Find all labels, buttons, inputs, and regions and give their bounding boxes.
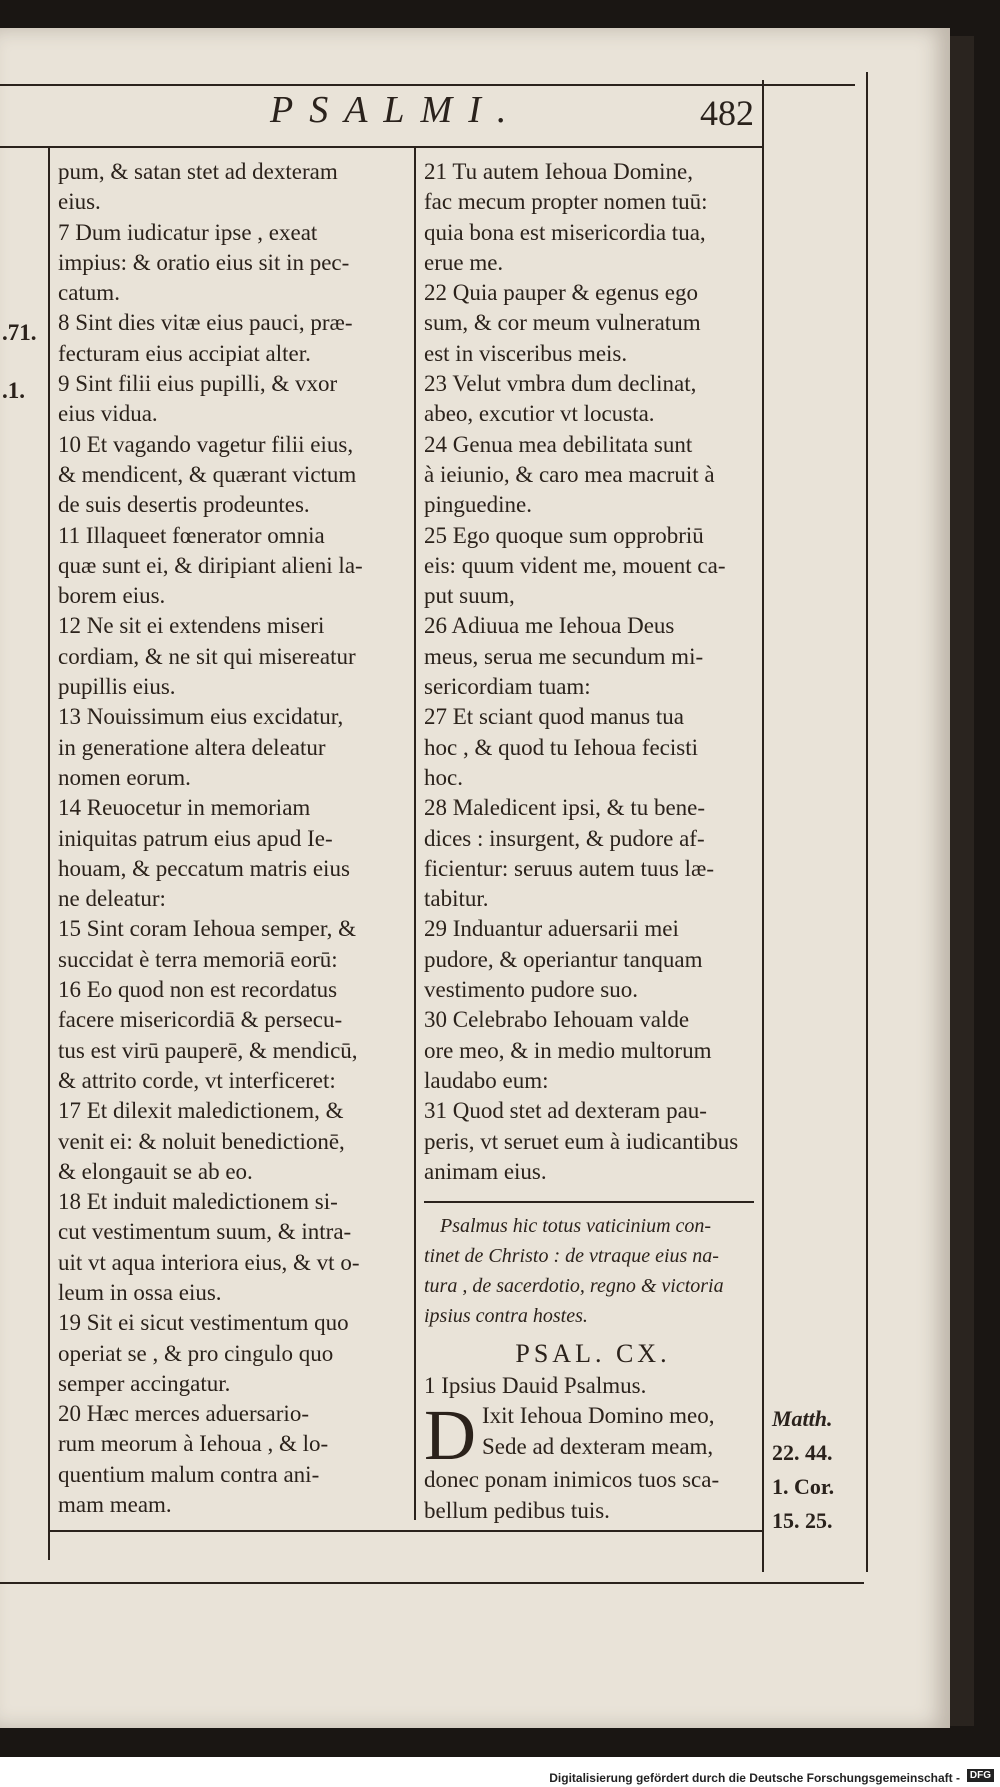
text-line: 14 Reuocetur in memoriam xyxy=(58,795,311,821)
text-line: 8 Sint dies vitæ eius pauci, præ- xyxy=(58,310,353,336)
text-line: 23 Velut vmbra dum declinat, xyxy=(424,371,697,397)
page-edge-shadow xyxy=(950,36,974,1726)
text-line: succidat è terra memoriā eorū: xyxy=(58,946,338,972)
psalm-heading: PSAL. CX. xyxy=(515,1339,671,1369)
text-line: ore meo, & in medio multorum xyxy=(424,1037,712,1063)
text-line: Ixit Iehoua Domino meo, xyxy=(482,1403,715,1429)
reference-line: 1. Cor. xyxy=(772,1474,835,1499)
text-line: 30 Celebrabo Iehouam valde xyxy=(424,1007,690,1033)
text-line: quentium malum contra ani- xyxy=(58,1461,320,1487)
text-line: 22 Quia pauper & egenus ego xyxy=(424,280,699,306)
text-line: & mendicent, & quærant victum xyxy=(58,461,357,487)
text-line: pupillis eius. xyxy=(58,674,176,700)
margin-note-2: .1. xyxy=(2,378,25,403)
text-line: 13 Nouissimum eius excidatur, xyxy=(58,704,344,730)
text-line: à ieiunio, & caro mea macruit à xyxy=(424,461,715,487)
text-line: 15 Sint coram Iehoua semper, & xyxy=(58,916,357,942)
margin-note-1: .71. xyxy=(2,320,37,345)
outer-right-rule xyxy=(866,72,868,1572)
text-line: cut vestimentum suum, & intra- xyxy=(58,1219,352,1245)
text-line: 11 Illaqueet fœnerator omnia xyxy=(58,522,325,548)
text-line: & elongauit se ab eo. xyxy=(58,1158,253,1184)
dfg-logo: DFG xyxy=(967,1769,994,1782)
text-line: 19 Sit ei sicut vestimentum quo xyxy=(58,1310,349,1336)
text-line: dices : insurgent, & pudore af- xyxy=(424,825,705,851)
text-line: quæ sunt ei, & diripiant alieni la- xyxy=(58,552,363,578)
text-line: 18 Et induit maledictionem si- xyxy=(58,1189,338,1215)
footer-bar xyxy=(0,1757,1000,1787)
reference-line: 22. 44. xyxy=(772,1440,833,1465)
text-line: 24 Genua mea debilitata sunt xyxy=(424,431,693,457)
text-line: houam, & peccatum matris eius xyxy=(58,855,350,881)
text-line: 27 Et sciant quod manus tua xyxy=(424,704,684,730)
text-line: catum. xyxy=(58,280,120,306)
summary-line: tura , de sacerdotio, regno & victoria xyxy=(424,1275,724,1298)
text-line: meus, serua me secundum mi- xyxy=(424,643,704,669)
text-line: 21 Tu autem Iehoua Domine, xyxy=(424,159,693,184)
left-frame-rule xyxy=(48,148,50,1560)
reference-line: 15. 25. xyxy=(772,1508,833,1533)
column-divider xyxy=(414,148,416,1520)
text-line: & attrito corde, vt interficeret: xyxy=(58,1067,336,1093)
header-top-rule xyxy=(0,84,855,86)
text-line: vestimento pudore suo. xyxy=(424,977,638,1003)
text-line: donec ponam inimicos tuos sca- xyxy=(424,1467,720,1493)
text-line: hoc , & quod tu Iehoua fecisti xyxy=(424,734,699,760)
running-title: PSALMI. xyxy=(270,89,523,131)
psalm-opening xyxy=(424,1395,762,1526)
text-line: iniquitas patrum eius apud Ie- xyxy=(58,825,333,851)
footer-rule xyxy=(48,1530,762,1532)
text-line: venit ei: & noluit benedictionē, xyxy=(58,1128,345,1154)
text-line: borem eius. xyxy=(58,583,166,609)
text-line: impius: & oratio eius sit in pec- xyxy=(58,249,350,275)
header-bottom-rule xyxy=(0,146,762,148)
summary-line: Psalmus hic totus vaticinium con- xyxy=(440,1215,712,1238)
text-line: bellum pedibus tuis. xyxy=(424,1497,610,1523)
text-line: erue me. xyxy=(424,249,504,275)
funding-notice: Digitalisierung gefördert durch die Deutsche Forschungsgemeinschaft - xyxy=(549,1771,960,1785)
text-line: 29 Induantur aduersarii mei xyxy=(424,916,679,942)
text-line: quia bona est misericordia tua, xyxy=(424,219,706,245)
summary-line: ipsius contra hostes. xyxy=(424,1305,588,1328)
text-line: 26 Adiuua me Iehoua Deus xyxy=(424,613,675,639)
text-line: put suum, xyxy=(424,583,515,609)
text-line: pum, & satan stet ad dexteram xyxy=(58,159,338,184)
text-line: cordiam, & ne sit qui misereatur xyxy=(58,643,356,669)
text-line: sericordiam tuam: xyxy=(424,674,591,700)
text-line: laudabo eum: xyxy=(424,1067,549,1093)
psalm-summary xyxy=(424,1211,762,1331)
text-line: eis: quum vident me, mouent ca- xyxy=(424,552,726,578)
text-line: 17 Et dilexit maledictionem, & xyxy=(58,1098,344,1124)
text-line: rum meorum à Iehoua , & lo- xyxy=(58,1431,329,1457)
text-line: de suis desertis prodeuntes. xyxy=(58,492,310,518)
text-line: pinguedine. xyxy=(424,492,532,518)
text-line: 10 Et vagando vagetur filii eius, xyxy=(58,431,354,457)
text-line: ne deleatur: xyxy=(58,886,166,912)
text-line: 9 Sint filii eius pupilli, & vxor xyxy=(58,371,338,397)
text-line: animam eius. xyxy=(424,1158,547,1184)
text-line: 16 Eo quod non est recordatus xyxy=(58,977,338,1003)
psalm-subheading: 1 Ipsius Dauid Psalmus. xyxy=(424,1373,647,1399)
text-line: hoc. xyxy=(424,764,463,790)
text-line: mam meam. xyxy=(58,1492,172,1518)
text-line: semper accingatur. xyxy=(58,1370,231,1396)
text-line: eius. xyxy=(58,189,101,215)
text-line: fac mecum propter nomen tuū: xyxy=(424,189,708,215)
left-column xyxy=(58,157,410,1520)
text-line: 25 Ego quoque sum opprobriū xyxy=(424,522,704,548)
text-line: eius vidua. xyxy=(58,401,158,427)
bottom-rule xyxy=(0,1582,864,1584)
text-line: operiat se , & pro cingulo quo xyxy=(58,1340,334,1366)
text-line: 28 Maledicent ipsi, & tu bene- xyxy=(424,795,706,821)
text-line: est in visceribus meis. xyxy=(424,340,628,366)
text-line: sum, & cor meum vulneratum xyxy=(424,310,701,336)
right-frame-rule xyxy=(762,80,764,1572)
text-line: facere misericordiā & persecu- xyxy=(58,1007,343,1033)
text-line: fecturam eius accipiat alter. xyxy=(58,340,311,366)
text-line: 31 Quod stet ad dexteram pau- xyxy=(424,1098,707,1124)
text-line: tabitur. xyxy=(424,886,489,912)
text-line: 7 Dum iudicatur ipse , exeat xyxy=(58,219,318,245)
drop-capital: D xyxy=(424,1395,476,1476)
text-line: uit vt aqua interiora eius, & vt o- xyxy=(58,1249,360,1275)
text-line: nomen eorum. xyxy=(58,764,191,790)
text-line: ficientur: seruus autem tuus læ- xyxy=(424,855,714,881)
text-line: pudore, & operiantur tanquam xyxy=(424,946,703,972)
text-line: Sede ad dexteram meam, xyxy=(482,1433,714,1459)
page-number: 482 xyxy=(700,93,754,133)
text-line: in generatione altera deleatur xyxy=(58,734,326,760)
text-line: peris, vt seruet eum à iudicantibus xyxy=(424,1128,739,1154)
summary-line: tinet de Christo : de vtraque eius na- xyxy=(424,1245,719,1268)
text-line: abeo, excutior vt locusta. xyxy=(424,401,655,427)
section-divider-rule xyxy=(424,1201,754,1203)
text-line: tus est virū pauperē, & mendicū, xyxy=(58,1037,358,1063)
text-line: 20 Hæc merces aduersario- xyxy=(58,1401,309,1427)
text-line: 12 Ne sit ei extendens miseri xyxy=(58,613,325,639)
right-column xyxy=(424,157,762,1526)
text-line: leum in ossa eius. xyxy=(58,1279,222,1305)
margin-reference xyxy=(772,1402,834,1538)
reference-line: Matth. xyxy=(772,1406,833,1431)
